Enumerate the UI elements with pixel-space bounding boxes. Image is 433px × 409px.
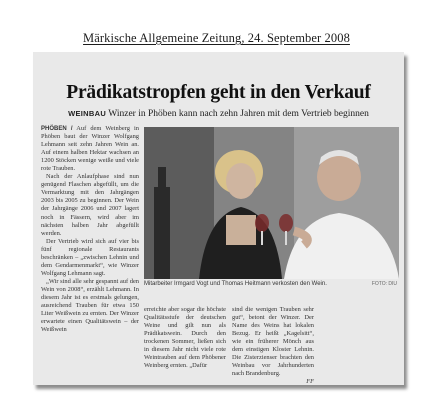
subheadline bbox=[33, 109, 404, 119]
author-signature: FF bbox=[306, 378, 314, 386]
photo-caption bbox=[144, 281, 399, 291]
article-column-2 bbox=[144, 306, 226, 378]
subheadline-text: Winzer in Phöben kann nach zehn Jahren mit dem Vertrieb beginnen bbox=[108, 109, 369, 119]
article-column-1 bbox=[41, 125, 139, 375]
caption-text: Mitarbeiter Irmgard Vogt und Thomas Heitmann verkosten den Wein. bbox=[144, 281, 327, 287]
headline: Prädikatstropfen geht in den Verkauf bbox=[66, 82, 371, 103]
source-text: Märkische Allgemeine Zeitung, 24. September 2008 bbox=[83, 31, 350, 45]
paragraph bbox=[41, 125, 139, 173]
paragraph-text: Auf dem Weinberg in Phöben baut der Winzer Wolfgang Lehmann seit zehn Jahren Wein an. Auf einem halben Hektar wachsen an 1200 Stöcken wenige weiße und viele rote Trauben. bbox=[41, 125, 139, 173]
dateline: PHÖBEN / bbox=[41, 126, 73, 132]
article-photo bbox=[144, 127, 399, 279]
paragraph: sind die wenigen Trauben sehr gut“, betont der Winzer. Der Name des Weins hat lokalen Bezug. Er heißt „Kagelsitt“, wie ein früherer Mönch aus dem einstigen Kloster Lehnin. Die Zisterzienser brachten den Weinbau vor Jahrhunderten nach Brandenburg. bbox=[232, 306, 314, 378]
photo-credit: FOTO: DIU bbox=[371, 281, 397, 287]
paragraph: „Wir sind alle sehr gespannt auf den Wein von 2008“, erzählt Lehmann. In diesem Jahr ist es erstmals gelungen, ausreichend Trauben für etwa 150 Liter Weißwein zu ernten. Der Winzer erwartete einen Qualitätswein – der Weißwein bbox=[41, 277, 139, 334]
photo-illustration bbox=[144, 127, 399, 279]
newspaper-clipping bbox=[33, 52, 404, 385]
source-line bbox=[0, 31, 433, 46]
kicker: WEINBAU bbox=[68, 109, 107, 118]
paragraph: erreichte aber sogar die höchste Qualitätsstufe der deutschen Weine und gilt nun als Prädikatswein. Durch den trockenen Sommer, ließen sich in diesem Jahr nicht viele rote Weintrauben auf dem Phöbener Weinberg ernten. „Dafür bbox=[144, 306, 226, 370]
paragraph: Nach der Anlaufphase sind nun genügend Flaschen abgefüllt, um die Vermarktung mit den Jahrgängen 2003 bis 2005 zu beginnen. Der Wein der Jahrgänge 2006 und 2007 lagert noch in Fässern, wird aber im nächsten halben Jahr abgefüllt werden. bbox=[41, 173, 139, 237]
paragraph: Der Vertrieb wird sich auf vier bis fünf regionale Restaurants beschränken – „zwischen Lehnin und dem Gendarmenmarkt“, wie Winzer Wolfgang Lehmann sagt. bbox=[41, 237, 139, 277]
article-column-3 bbox=[232, 306, 314, 386]
